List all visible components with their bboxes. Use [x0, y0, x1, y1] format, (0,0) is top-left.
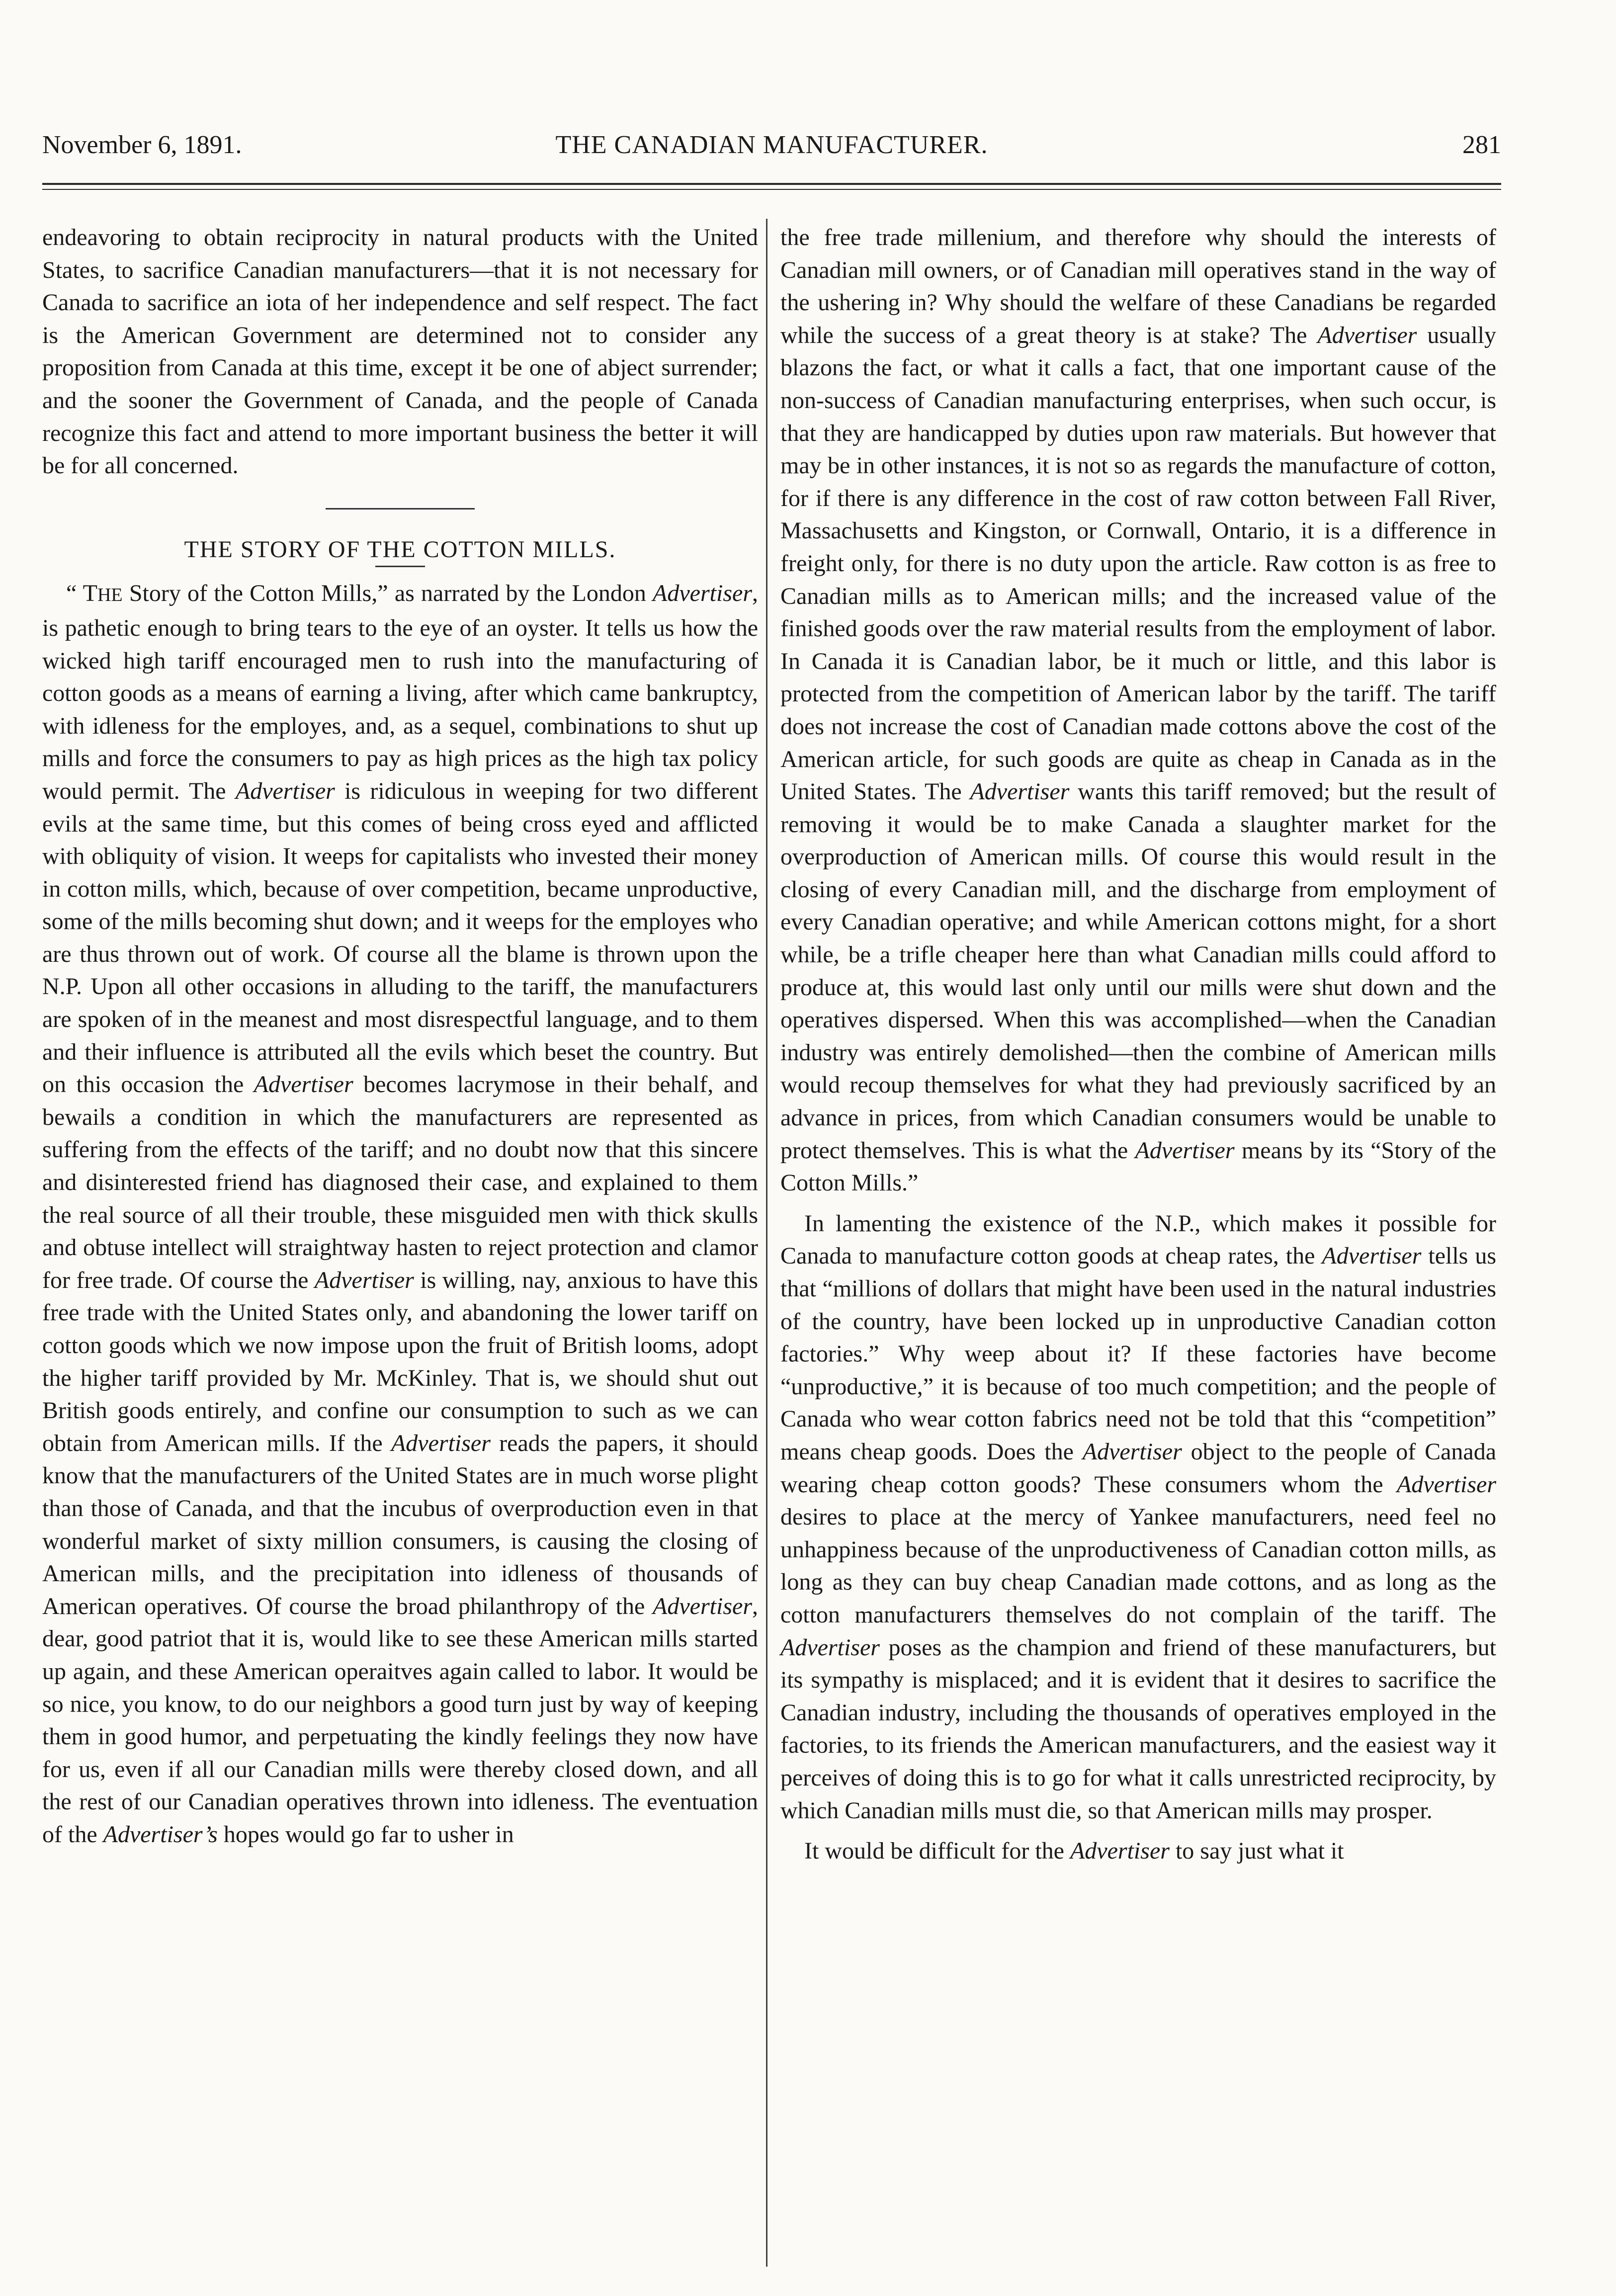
- article-paragraph-2: In lamenting the existence of the N.P., which makes it possible for Canada to manufacture cotton goods at cheap rates, the Advertiser tells us that “millions of dollars that might have been used in the natural industries of the country, have been locked up in unproductive Canadian cotton factories.” Why weep about it? If these factories have become “unproductive,” it is because of too much competition; and the people of Canada who wear cotton fabrics need not be told that this “competition” means cheap goods. Does the Advertiser object to the people of Canada wearing cheap cotton goods? These consumers whom the Advertiser desires to place at the mercy of Yankee manufacturers, need feel no unhappiness because of the unproductiveness of Canadian cotton mills, as long as they can buy cheap Canadian made cottons, and as long as the cotton manufacturers themselves do not complain of the tariff. The Advertiser poses as the champion and friend of these manufacturers, but its sympathy is misplaced; and it is evident that it desires to sacrifice the Canadian industry, including the thousands of operatives employed in the factories, to its friends the American manufacturers, and the easiest way it perceives of doing this is to go for what it calls unrestricted reciprocity, by which Canadian mills must die, so that American mills may prosper.: [780, 1210, 1497, 1824]
- column-divider: [766, 219, 767, 2267]
- left-column: [42, 221, 758, 1851]
- page-header: [42, 130, 1501, 170]
- page-number: 281: [1462, 131, 1501, 159]
- section-divider: [326, 508, 475, 510]
- issue-date: November 6, 1891.: [42, 131, 242, 159]
- header-rule-thin: [42, 189, 1501, 190]
- article-title: THE STORY OF THE COTTON MILLS.: [184, 536, 616, 563]
- intro-paragraph: endeavoring to obtain reciprocity in natural products with the United States, to sacrifice Canadian manufacturers—that it is not necessary for Canada to sacrifice an iota of her independence and self respect. The fact is the American Government are determined not to consider any proposition from Canada at this time, except it be one of abject surrender; and the sooner the Government of Canada, and the people of Canada recognize this fact and attend to more important business the better it will be for all concerned.: [42, 224, 758, 479]
- article-paragraph-continued: the free trade millenium, and therefore why should the interests of Canadian mill owners, or of Canadian mill operatives stand in the way of the ushering in? Why should the welfare of these Canadians be regarded while the success of a great theory is at stake? The Advertiser usually blazons the fact, or what it calls a fact, that one important cause of the non-success of Canadian manufacturing enterprises, when such occur, is that they are handicapped by duties upon raw materials. But however that may be in other instances, it is not so as regards the manufacture of cotton, for if there is any difference in the cost of raw cotton between Fall River, Massachusetts and Kingston, or Cornwall, Ontario, it is a difference in freight only, for there is no duty upon the article. Raw cotton is as free to Canadian mills as to American mills; and the increased value of the finished goods over the raw material results from the employment of labor. In Canada it is Canadian labor, be it much or little, and this labor is protected from the competition of American labor by the tariff. The tariff does not increase the cost of Canadian made cottons above the cost of the American article, for such goods are quite as cheap in Canada as in the United States. The Advertiser wants this tariff removed; but the result of removing it would be to make Canada a slaughter market for the overproduction of American mills. Of course this would result in the closing of every Canadian mill, and the discharge from employment of every Canadian operative; and while American cottons might, for a short while, be a trifle cheaper here than what Canadian mills could afford to produce at, this would last only until our mills were shut down and the operatives dispersed. When this was accomplished—when the Canadian industry was entirely demolished—then the combine of American mills would recoup themselves for what they had previously sacrificed by an advance in prices, from which Canadian consumers would be unable to protect themselves. This is what the Advertiser means by its “Story of the Cotton Mills.”: [780, 224, 1497, 1196]
- article-paragraph-3: It would be difficult for the Advertiser to say just what it: [804, 1838, 1344, 1865]
- right-column: [780, 221, 1496, 1868]
- header-rule-thick: [42, 183, 1501, 185]
- masthead: THE CANADIAN MANUFACTURER.: [555, 131, 988, 159]
- title-underline: [375, 566, 425, 567]
- article-paragraph: “ THE Story of the Cotton Mills,” as narrated by the London Advertiser, is pathetic enough to bring tears to the eye of an oyster. It tells us how the wicked high tariff encouraged men to rush into the manufacturing of cotton goods as a means of earning a living, after which came bankruptcy, with idleness for the employes, and, as a sequel, combinations to shut up mills and force the consumers to pay as high prices as the high tax policy would permit. The Advertiser is ridiculous in weeping for two different evils at the same time, but this comes of being cross eyed and afflicted with obliquity of vision. It weeps for capitalists who invested their money in cotton mills, which, because of over competition, became unproductive, some of the mills becoming shut down; and it weeps for the employes who are thus thrown out of work. Of course all the blame is thrown upon the N.P. Upon all other occasions in alluding to the tariff, the manufacturers are spoken of in the meanest and most disrespectful language, and to them and their influence is attributed all the evils which beset the country. But on this occasion the Advertiser becomes lacrymose in their behalf, and bewails a condition in which the manufacturers are represented as suffering from the effects of the tariff; and no doubt now that this sincere and disinterested friend has diagnosed their case, and explained to them the real source of all their trouble, these misguided men with thick skulls and obtuse intellect will straightway hasten to reject protection and clamor for free trade. Of course the Advertiser is willing, nay, anxious to have this free trade with the United States only, and abandoning the lower tariff on cotton goods which we now impose upon the fruit of British looms, adopt the higher tariff provided by Mr. McKinley. That is, we should shut out British goods entirely, and confine our consumption to such as we can obtain from American mills. If the Advertiser reads the papers, it should know that the manufacturers of the United States are in much worse plight than those of Canada, and that the incubus of overproduction even in that wonderful market of sixty million consumers, is causing the closing of American mills, and the precipitation into idleness of thousands of American operatives. Of course the broad philanthropy of the Advertiser, dear, good patriot that it is, would like to see these American mills started up again, and these American operaitves again called to labor. It would be so nice, you know, to do our neighbors a good turn just by way of keeping them in good humor, and perpetuating the kindly feelings they now have for us, even if all our Canadian mills were thereby closed down, and all the rest of our Canadian operatives thrown into idleness. The eventuation of the Advertiser’s hopes would go far to usher in: [42, 580, 759, 1848]
